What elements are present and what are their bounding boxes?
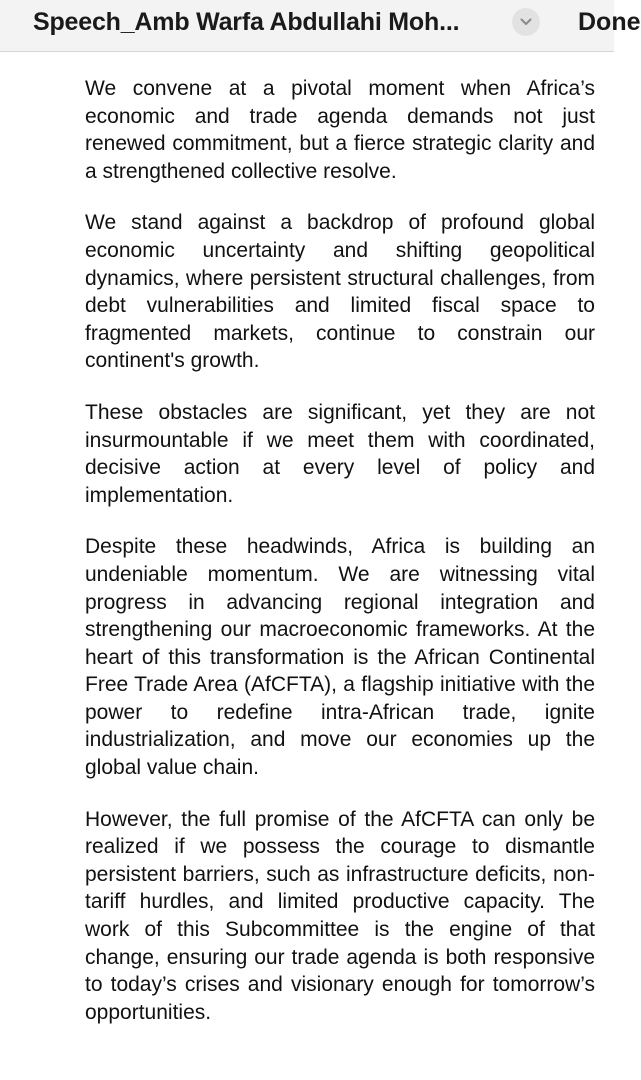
title-menu-button[interactable]: [512, 8, 540, 36]
paragraph: Despite these headwinds, Africa is building an undeniable momentum. We are witnessing vital progress in advancing regional integration and strengthening our macroeconomic frameworks. At the heart of this transformation is the African Continental Free Trade Area (AfCFTA), a flagship initiative with the power to redefine intra-African trade, ignite industrialization, and move our economies up the global value chain.: [85, 535, 595, 780]
paragraph: We stand against a backdrop of profound global economic uncertainty and shifting geopolitical dynamics, where persistent structural challenges, from debt vulnerabilities and limited fiscal space to fragmented markets, continue to constrain our continent's growth.: [85, 211, 595, 373]
chevron-down-icon: [520, 17, 532, 27]
paragraph: We convene at a pivotal moment when Africa’s economic and trade agenda demands not just renewed commitment, but a fierce strategic clarity and a strengthened collective resolve.: [85, 77, 595, 183]
document-body: [85, 75, 595, 1050]
title-bar: [0, 0, 641, 52]
paragraph: These obstacles are significant, yet they are not insurmountable if we meet them with coordinated, decisive action at every level of policy and implementation.: [85, 400, 595, 507]
done-button[interactable]: Done: [578, 8, 641, 36]
document-title[interactable]: Speech_Amb Warfa Abdullahi Moh...: [33, 8, 460, 36]
paragraph: However, the full promise of the AfCFTA can only be realized if we possess the courage to dismantle persistent barriers, such as infrastructure deficits, non-tariff hurdles, and limited productive capacity. The work of this Subcommittee is the engine of that change, ensuring our trade agenda is both responsive to today’s crises and visionary enough for tomorrow’s opportunities.: [85, 807, 595, 1024]
